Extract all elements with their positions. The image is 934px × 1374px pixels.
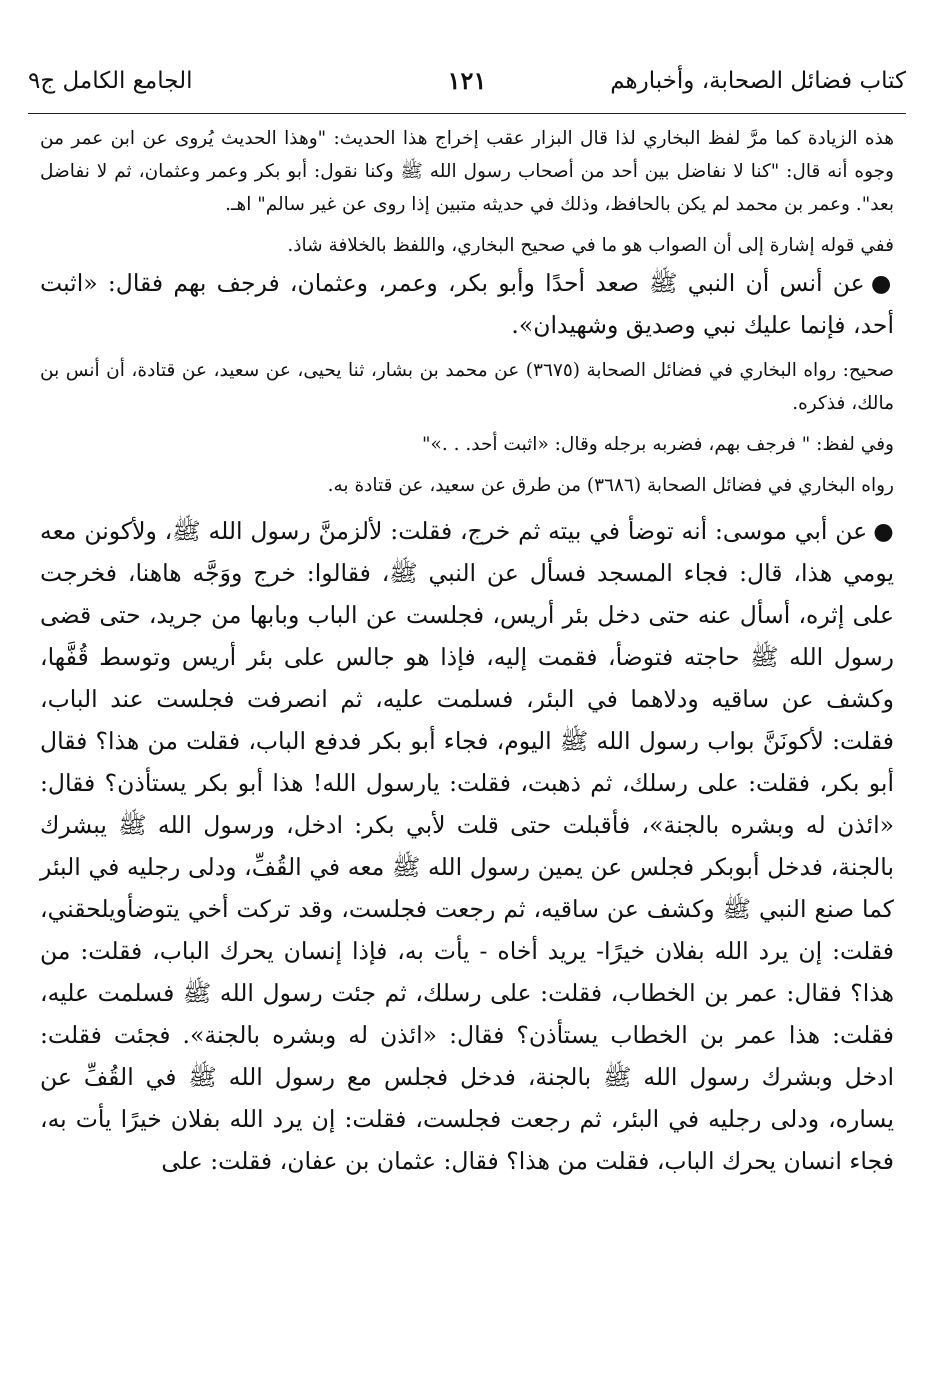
page-body bbox=[40, 122, 894, 1182]
paragraph bbox=[40, 428, 894, 461]
header-divider bbox=[28, 113, 906, 114]
bullet-icon: ● bbox=[870, 269, 894, 297]
paragraph-text: هذه الزيادة كما مرَّ لفظ البخاري لذا قال البزار عقب إخراج هذا الحديث: "وهذا الحديث يُروى عن ابن عمر من وجوه أنه قال: "كنا لا نفاضل بين أحد من أصحاب رسول الله ﷺ وكنا نقول: أبو بكر وعمر وعثمان، ثم لا نفاضل بعد". وعمر بن محمد لم يكن بالحافظ، وذلك في حديثه متبين إذا روى عن غير سالم" اهـ. bbox=[40, 128, 894, 215]
paragraph-text: وفي لفظ: " فرجف بهم، فضربه برجله وقال: «اثبت أحد. . .»" bbox=[422, 434, 894, 455]
paragraph-text: عن أنس أن النبي ﷺ صعد أحدًا وأبو بكر، وعمر، وعثمان، فرجف بهم فقال: «اثبت أحد، فإنما عليك نبي وصديق وشهيدان». bbox=[40, 269, 894, 339]
paragraph-text: عن أبي موسى: أنه توضأ في بيته ثم خرج، فقلت: لألزمنَّ رسول الله ﷺ، ولأكونن معه يومي هذا، قال: فجاء المسجد فسأل عن النبي ﷺ، فقالوا: خرج ووَجَّه هاهنا، فخرجت على إثره، أسأل عنه حتى دخل بئر أريس، فجلست عن الباب وبابها من جريد، حتى قضى رسول الله ﷺ حاجته فتوضأ، فقمت إليه، فإذا هو جالس على بئر أريس وتوسط قُفَّها، وكشف عن ساقيه ودلاهما في البئر، فسلمت عليه، ثم انصرفت فجلست عند الباب، فقلت: لأكونَنَّ بواب رسول الله ﷺ اليوم، فجاء أبو بكر فدفع الباب، فقلت من هذا؟ فقال أبو بكر، فقلت: على رسلك، ثم ذهبت، فقلت: يارسول الله! هذا أبو بكر يستأذن؟ فقال: «ائذن له وبشره بالجنة»، فأقبلت حتى قلت لأبي بكر: ادخل، ورسول الله ﷺ يبشرك بالجنة، فدخل أبوبكر فجلس عن يمين رسول الله ﷺ معه في القُفِّ، ودلى رجليه في البئر كما صنع النبي ﷺ وكشف عن ساقيه، ثم رجعت فجلست، وقد تركت أخي يتوضأويلحقني، فقلت: إن يرد الله بفلان خيرًا- يريد أخاه - يأت به، فإذا إنسان يحرك الباب، فقلت: من هذا؟ فقال: عمر بن الخطاب، فقلت: على رسلك، ثم جئت رسول الله ﷺ فسلمت عليه، فقلت: هذا عمر بن الخطاب يستأذن؟ فقال: «ائذن له وبشره بالجنة». فجئت فقلت: ادخل وبشرك رسول الله ﷺ بالجنة، فدخل فجلس مع رسول الله ﷺ في القُفِّ عن يساره، ودلى رجليه في البئر، ثم رجعت فجلست، فقلت: إن يرد الله بفلان خيرًا يأت به، فجاء انسان يحرك الباب، فقلت من هذا؟ فقال: عثمان بن عفان، فقلت: على bbox=[40, 517, 894, 1175]
paragraph-text: ففي قوله إشارة إلى أن الصواب هو ما في صحيح البخاري، واللفظ بالخلافة شاذ. bbox=[287, 235, 894, 256]
paragraph bbox=[40, 122, 894, 221]
running-header bbox=[28, 62, 906, 106]
page-number: ١٢١ bbox=[447, 66, 487, 95]
paragraph bbox=[40, 354, 894, 420]
hadith-paragraph bbox=[40, 262, 894, 346]
paragraph-text: صحيح: رواه البخاري في فضائل الصحابة (٣٦٧٥) عن محمد بن بشار، ثنا يحيى، عن سعيد، عن قتادة، أن أنس بن مالك، فذكره. bbox=[40, 360, 895, 414]
paragraph-text: رواه البخاري في فضائل الصحابة (٣٦٨٦) من طرق عن سعيد، عن قتادة به. bbox=[327, 475, 894, 496]
paragraph bbox=[40, 229, 894, 262]
volume-title: الجامع الكامل ج٩ bbox=[28, 68, 193, 94]
paragraph bbox=[40, 469, 894, 502]
book-title: كتاب فضائل الصحابة، وأخبارهم bbox=[610, 68, 906, 94]
bullet-icon: ● bbox=[873, 517, 894, 545]
hadith-paragraph bbox=[40, 510, 894, 1182]
